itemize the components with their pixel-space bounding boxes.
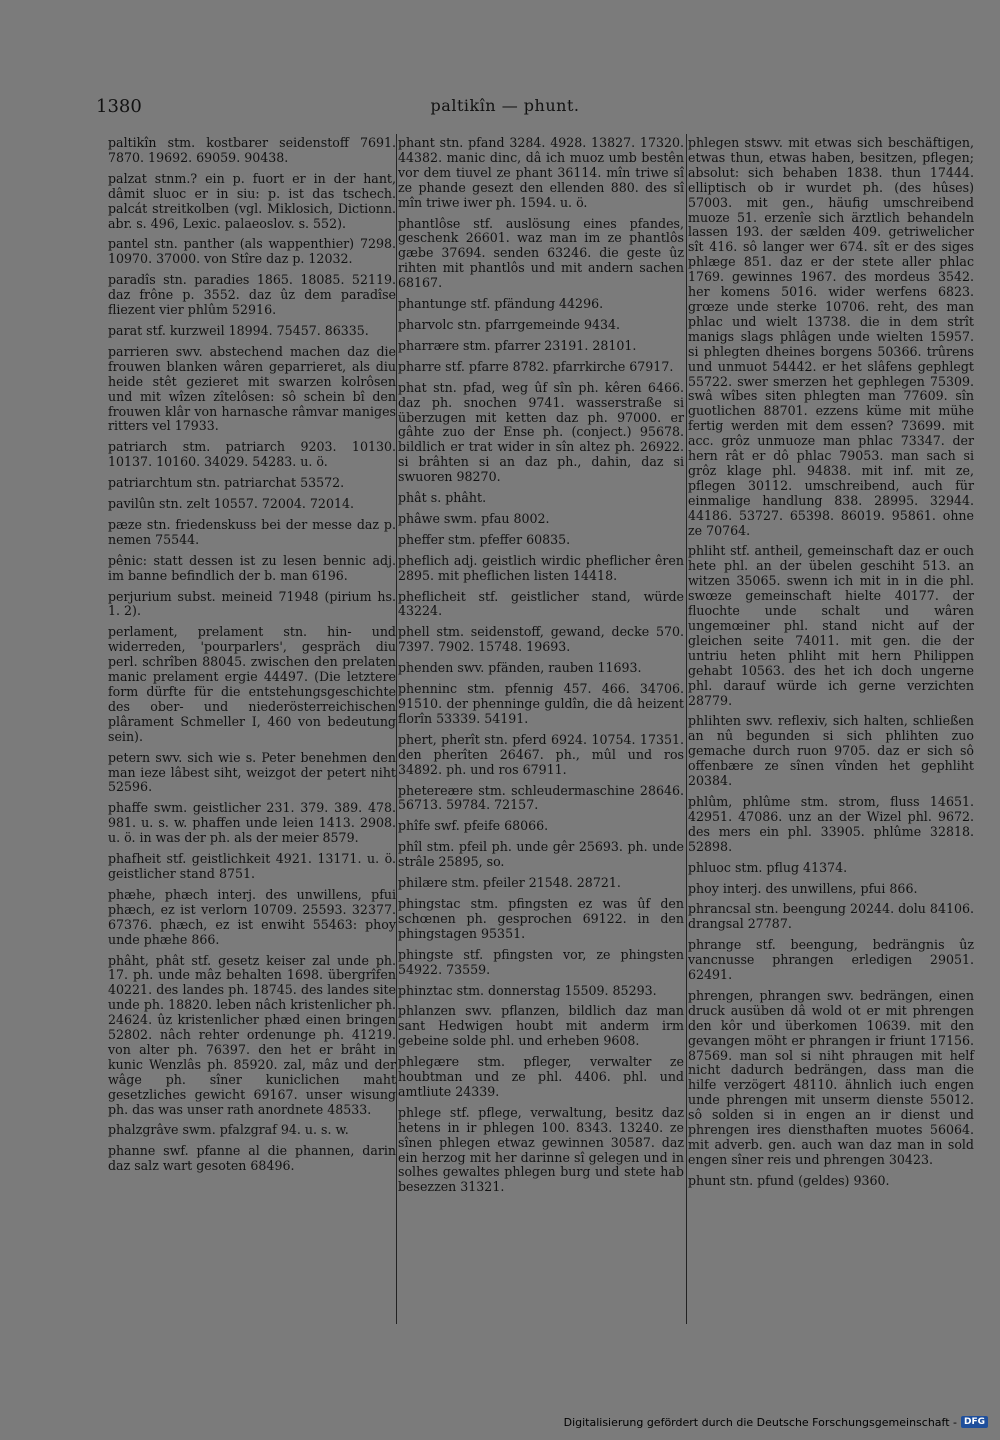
- dictionary-entry: phâht, phât stf. gesetz keiser zal unde ph. 17. ph. unde mâz behalten 1698. übergrîfen 40221. des landes ph. 18745. des landes site unde ph. 18820. leben nâch kristenlicher ph. 24624. ûz kristenlicher phæd einen bringen 52802. nâch rehter ordenunge ph. 41219. von alter ph. 76397. den het er brâht in kunic Wenzlâs ph. 85920. zal, mâz und der wâge ph. sîner kuniclichen maht gesetzliches gewicht 69167. unser wisung ph. das was unser rath anordnete 48533.: [108, 952, 396, 1117]
- dictionary-entry: patriarch stm. patriarch 9203. 10130. 10137. 10160. 34029. 54283. u. ö.: [108, 439, 396, 470]
- dictionary-entry: phîl stm. pfeil ph. unde gêr 25693. ph. unde strâle 25895, so.: [398, 839, 684, 870]
- dictionary-entry: phât s. phâht.: [398, 490, 487, 506]
- running-title: paltikîn — phunt.: [430, 96, 580, 115]
- dictionary-entry: phantunge stf. pfändung 44296.: [398, 296, 604, 312]
- dictionary-column-3: [688, 136, 974, 1195]
- dictionary-entry: phingstac stm. pfingsten ez was ûf den schœnen ph. gesprochen 69122. in den phingstagen 95351.: [398, 895, 684, 941]
- dictionary-entry: phetereære stm. schleudermaschine 28646. 56713. 59784. 72157.: [398, 782, 684, 813]
- dictionary-entry: pharre stf. pfarre 8782. pfarrkirche 67917.: [398, 358, 674, 374]
- dictionary-entry: phafheit stf. geistlichkeit 4921. 13171. u. ö. geistlicher stand 8751.: [108, 851, 396, 881]
- dictionary-entry: pæze stn. friedenskuss bei der messe daz p. nemen 75544.: [108, 516, 396, 547]
- footer-credit: Digitalisierung gefördert durch die Deutsche Forschungsgemeinschaft -: [563, 1415, 957, 1429]
- dictionary-entry: phenden swv. pfänden, rauben 11693.: [398, 660, 642, 676]
- dictionary-column-1: [108, 136, 396, 1180]
- dictionary-entry: phâwe swm. pfau 8002.: [398, 510, 550, 526]
- dictionary-entry: pantel stn. panther (als wappenthier) 7298. 10970. 37000. von Stîre daz p. 12032.: [108, 236, 396, 267]
- column-divider: [396, 134, 397, 1324]
- footer: [564, 1413, 988, 1431]
- dictionary-entry: phrange stf. beengung, bedrängnis ûz vancnusse phrangen erledigen 29051. 62491.: [688, 937, 974, 983]
- dictionary-entry: phlegen stswv. mit etwas sich beschäftigen, etwas thun, etwas haben, besitzen, pflegen; absolut: sich behaben 1838. thun 17444. elliptisch ob ir wurdet ph. (des hûses) 57003. mit gen., häufig umschreibend muoze 51. erzenîe sich ärztlich behandeln lassen 193. der sælden 409. getriwelicher sît 416. sô langer wer 674. sît er des siges phlæge 851. daz er der stete aller phlac 1769. gewinnes 1967. des mordeus 3542. her komens 5016. wider werfens 6823. grœze unde sterke 10706. reht, des man phlac und wielt 13738. die in dem strît manigs slags phlâgen unde wielten 15957. si phlegten dheines borgens 50366. trûrens und unmuot 54442. er het slâfens gephlegt 55722. swer smerzen het gephlegen 75309. swâ wîbes siten phlegten man 77609. sîn guotlichen 88701. ezzens küme mit mühe fertig werden mit dem essen? 73699. mit acc. grôz unmuoze man phlac 73347. der hern rât er dô phlac 79053. man sach si grôz klage phl. 94838. mit inf. mit ze, pflegen 30112. umschreibend, auch für einmalige handlung 838. 28995. 32944. 44186. 53727. 65398. 86019. 95861. ohne ze 70764.: [688, 135, 974, 538]
- page-number: 1380: [96, 96, 142, 117]
- dictionary-entry: paltikîn stm. kostbarer seidenstoff 7691. 7870. 19692. 69059. 90438.: [108, 135, 396, 165]
- dictionary-entry: phell stm. seidenstoff, gewand, decke 570. 7397. 7902. 15748. 19693.: [398, 624, 684, 655]
- dictionary-entry: phenninc stm. pfennig 457. 466. 34706. 91510. der phenninge guldîn, die dâ heizent florîn 53339. 54191.: [398, 681, 684, 726]
- dictionary-entry: perjurium subst. meineid 71948 (pirium hs. 1. 2).: [108, 588, 396, 619]
- dictionary-entry: pheflich adj. geistlich wirdic pheflicher êren 2895. mit pheflichen listen 14418.: [398, 552, 684, 583]
- dictionary-entry: pênic: statt dessen ist zu lesen bennic adj. im banne befindlich der b. man 6196.: [108, 552, 396, 583]
- dictionary-entry: phîfe swf. pfeife 68066.: [398, 818, 549, 834]
- dictionary-entry: pavilûn stn. zelt 10557. 72004. 72014.: [108, 496, 354, 512]
- dictionary-entry: phalzgrâve swm. pfalzgraf 94. u. s. w.: [108, 1122, 349, 1138]
- dictionary-entry: phaffe swm. geistlicher 231. 379. 389. 478. 981. u. s. w. phaffen unde leien 1413. 2908. u. ö. in was der ph. als der meier 8579.: [108, 800, 396, 846]
- dictionary-entry: parrieren swv. abstechend machen daz die frouwen blanken wâren geparrieret, als diu heide stêt gezieret mit swarzen kolrôsen und mit wîzen zîtelôsen: sô schein bî den frouwen klâr von harnasche râmvar maniges ritters vel 17933.: [108, 343, 396, 434]
- dictionary-entry: phinztac stm. donnerstag 15509. 85293.: [398, 982, 657, 998]
- dictionary-entry: phlihten swv. reflexiv, sich halten, schließen an nû begunden si sich phlihten zuo gemache durch ruon 9705. daz er sich sô offenbære ze sînen vînden het gephliht 20384.: [688, 713, 974, 789]
- column-divider: [686, 134, 687, 1324]
- dictionary-column-2: [398, 136, 684, 1201]
- dictionary-entry: pharvolc stn. pfarrgemeinde 9434.: [398, 316, 621, 332]
- dictionary-entry: phat stn. pfad, weg ûf sîn ph. kêren 6466. daz ph. snochen 9741. wasserstraße si überzugen mit ketten daz ph. 97000. er gâhte zuo der Ense ph. (conject.) 95678. bildlich er trat wider in sîn altez ph. 26922. si brâhten si an daz ph., dahin, daz si swuoren 98270.: [398, 379, 684, 485]
- dictionary-entry: phunt stn. pfund (geldes) 9360.: [688, 1172, 890, 1188]
- dictionary-entry: phliht stf. antheil, gemeinschaft daz er ouch hete phl. an der übelen geschiht 513. an witzen 35065. swenn ich mit in in die phl. swœze gemeinschaft hielte 40177. der fluochte unde schalt und wâren ungemœiner phl. stand nicht auf der gleichen seite 74011. mit gen. die der untriu heten phliht mit hern Philippen gehabt 10563. des het ich doch ungerne phl. darauf würde ich gerne verzichten 28779.: [688, 543, 974, 708]
- dictionary-entry: phlege stf. pflege, verwaltung, besitz daz hetens in ir phlegen 100. 8343. 13240. ze sînen phlegen etwaz gewinnen 30587. daz ein herzog mit her darinne sî gelegen und in solhes gewaltes phlegen burg und stete hab besezzen 31321.: [398, 1104, 684, 1195]
- dictionary-entry: parat stf. kurzweil 18994. 75457. 86335.: [108, 322, 369, 338]
- dictionary-entry: philære stm. pfeiler 21548. 28721.: [398, 875, 621, 891]
- dictionary-entry: paradîs stn. paradies 1865. 18085. 52119. daz frône p. 3552. daz ûz dem paradîse fliezent vier phlûm 52916.: [108, 272, 396, 318]
- dictionary-entry: patriarchtum stn. patriarchat 53572.: [108, 475, 345, 491]
- dictionary-entry: phert, pherît stn. pferd 6924. 10754. 17351. den pherîten 26467. ph., mûl und ros 34892. ph. und ros 67911.: [398, 731, 684, 777]
- dictionary-entry: phrancsal stn. beengung 20244. dolu 84106. drangsal 27787.: [688, 901, 974, 932]
- dictionary-entry: palzat stnm.? ein p. fuort er in der hant, dâmit sluoc er in siu: p. ist das tschech. palcát streitkolben (vgl. Miklosich, Dictionn. abr. s. 496, Lexic. palaeoslov. s. 552).: [108, 170, 396, 231]
- dictionary-entry: phæhe, phæch interj. des unwillens, pfui phæch, ez ist verlorn 10709. 25593. 32377. 67376. phæch, ez ist enwiht 55463: phoy unde phæhe 866.: [108, 886, 396, 947]
- dictionary-entry: phantlôse stf. auslösung eines pfandes, geschenk 26601. waz man im ze phantlôs gæbe 37694. senden 63246. die geste ûz rihten mit phantlôs und mit andern sachen 68167.: [398, 215, 684, 291]
- dictionary-entry: phrengen, phrangen swv. bedrängen, einen druck ausüben dâ wold ot er mit phrengen den kôr und überkomen 10639. mit den gevangen möht er phrangen ir friunt 17156. 87569. man sol si niht phraugen mit helf nicht dadurch bedrängen, dass man die hilfe verzögert 48110. ähnlich iuch engen unde phrengen mit unserm dienste 55012. sô solden si in engen an ir dienst und phrengen ires diensthaften muotes 56064. mit adverb. gen. auch wan daz man in sold engen sîner reis und phrengen 30423.: [688, 987, 974, 1167]
- dictionary-entry: petern swv. sich wie s. Peter benehmen den man ieze lâbest siht, weizgot der petert niht 52596.: [108, 749, 396, 795]
- dictionary-entry: phlegære stm. pfleger, verwalter ze houbtman und ze phl. 4406. phl. und amtliute 24339.: [398, 1054, 684, 1099]
- dictionary-entry: pheffer stm. pfeffer 60835.: [398, 531, 571, 547]
- dictionary-entry: phant stn. pfand 3284. 4928. 13827. 17320. 44382. manic dinc, dâ ich muoz umb bestên vor dem tiuvel ze phant 36114. mîn triwe sî ze phande gesezt den ellenden 880. des sî mîn triwe iwer ph. 1594. u. ö.: [398, 135, 684, 210]
- dictionary-entry: phanne swf. pfanne al die phannen, darin daz salz wart gesoten 68496.: [108, 1143, 396, 1174]
- dictionary-entry: phingste stf. pfingsten vor, ze phingsten 54922. 73559.: [398, 946, 684, 977]
- dictionary-entry: pharrære stm. pfarrer 23191. 28101.: [398, 337, 637, 353]
- dfg-logo: DFG: [961, 1416, 988, 1428]
- dictionary-entry: pheflicheit stf. geistlicher stand, würde 43224.: [398, 588, 684, 619]
- dictionary-entry: phlûm, phlûme stm. strom, fluss 14651. 42951. 47086. unz an der Wizel phl. 9672. des mers ein phl. 33905. phlûme 32818. 52898.: [688, 793, 974, 854]
- dictionary-entry: phlanzen swv. pflanzen, bildlich daz man sant Hedwigen houbt mit anderm irm gebeine solde phl. und erheben 9608.: [398, 1003, 684, 1049]
- dictionary-entry: phluoc stm. pflug 41374.: [688, 859, 848, 875]
- dictionary-entry: phoy interj. des unwillens, pfui 866.: [688, 880, 918, 896]
- page-header: [96, 96, 914, 118]
- dictionary-entry: perlament, prelament stn. hin- und widerreden, 'pourparlers', gespräch diu perl. schrîben 88045. zwischen den prelaten manic prelament ergie 44497. (Die letztere form dürfte für die entstehungsgeschichte des ober- und niederösterreichischen plârament Schmeller I, 460 von bedeutung sein).: [108, 624, 396, 744]
